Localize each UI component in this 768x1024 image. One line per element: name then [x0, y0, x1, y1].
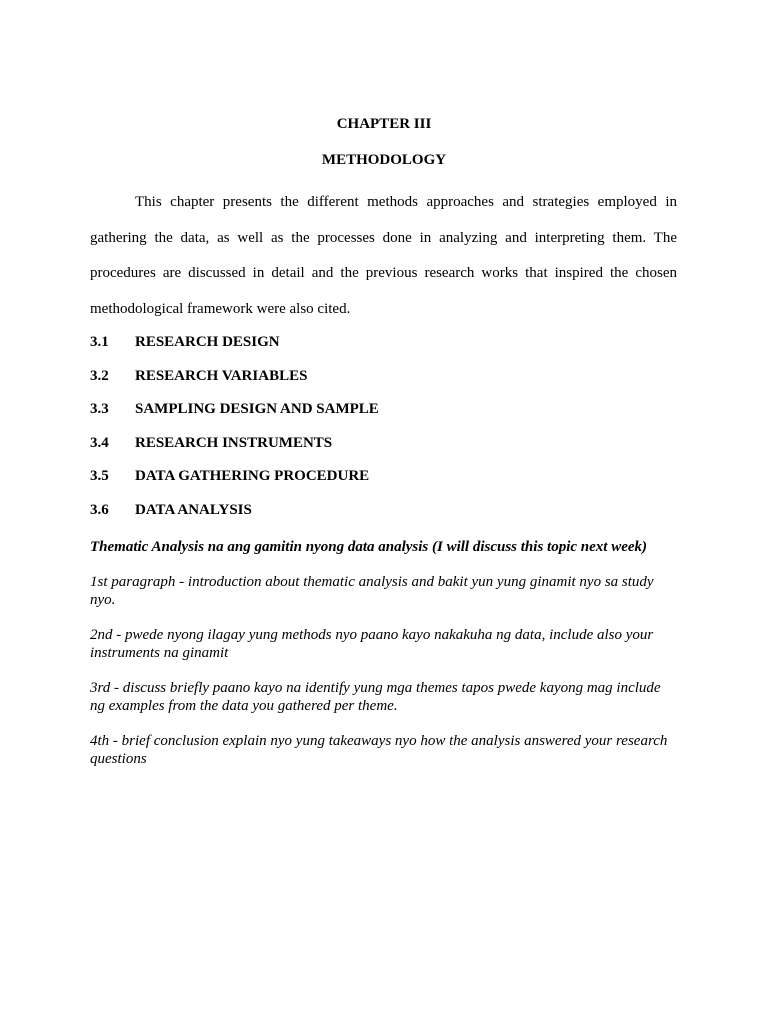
chapter-title: METHODOLOGY [321, 152, 447, 168]
section-heading [90, 401, 677, 435]
section-heading [90, 334, 677, 368]
section-heading [90, 502, 677, 536]
note-paragraph: 1st paragraph - introduction about thematic analysis and bakit yun yung ginamit nyo sa study nyo. [90, 574, 654, 608]
section-title: DATA ANALYSIS [135, 501, 252, 518]
section-number: 3.3 [90, 401, 109, 417]
section-number: 3.2 [90, 367, 109, 384]
chapter-label: CHAPTER III [336, 116, 432, 132]
section-number: 3.4 [90, 434, 109, 451]
section-title: DATA GATHERING PROCEDURE [135, 468, 370, 484]
note-paragraph: 2nd - pwede nyong ilagay yung methods nyo paano kayo nakakuha ng data, include also your instruments na ginamit [90, 627, 654, 661]
section-heading [90, 368, 677, 402]
intro-paragraph: This chapter presents the different methods approaches and strategies employed in gathering the data, as well as the processes done in analyzing and interpreting them. The procedures are discussed in detail and the previous research works that inspired the chosen methodological framework were also cited. [90, 194, 677, 318]
instructor-notes [90, 538, 677, 785]
section-number: 3.5 [90, 468, 109, 484]
note-paragraph: 4th - brief conclusion explain nyo yung takeaways nyo how the analysis answered your research questions [90, 733, 668, 767]
section-heading [90, 468, 677, 502]
notes-heading: Thematic Analysis na ang gamitin nyong data analysis (I will discuss this topic next week) [90, 539, 648, 555]
note-paragraph: 3rd - discuss briefly paano kayo na identify yung mga themes tapos pwede kayong mag include ng examples from the data you gathered per theme. [90, 680, 661, 714]
section-title: RESEARCH INSTRUMENTS [135, 434, 333, 451]
section-number: 3.6 [90, 501, 109, 518]
section-number: 3.1 [90, 334, 109, 350]
section-title: RESEARCH DESIGN [135, 334, 280, 350]
section-title: SAMPLING DESIGN AND SAMPLE [135, 401, 379, 417]
section-heading [90, 435, 677, 469]
section-title: RESEARCH VARIABLES [135, 367, 308, 384]
section-list [90, 334, 677, 535]
